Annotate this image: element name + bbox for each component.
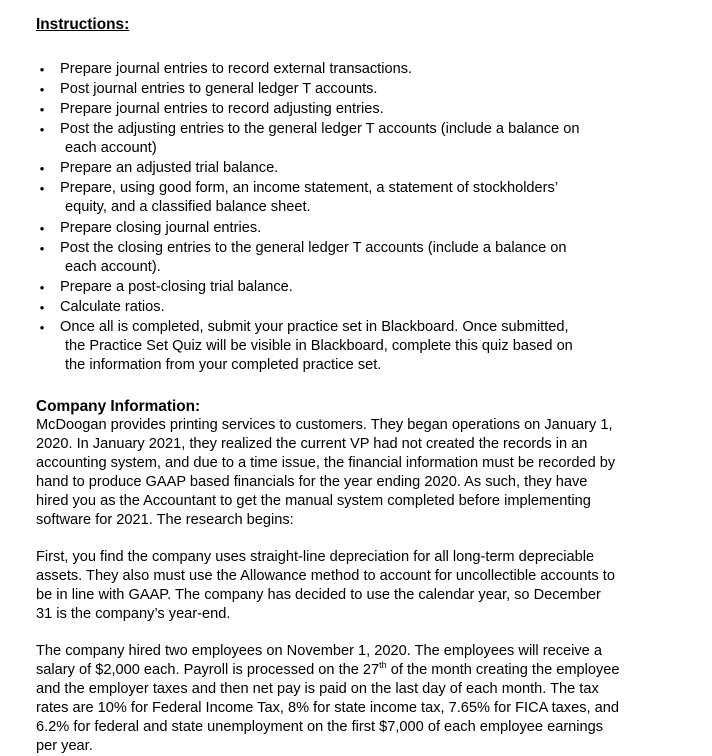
bullet-dot-icon: • bbox=[39, 220, 45, 236]
list-item-text-continued: the information from your completed practice set. bbox=[65, 356, 382, 373]
bullet-dot-icon: • bbox=[39, 299, 45, 315]
list-item-text-continued: each account). bbox=[65, 258, 161, 275]
bullet-dot-icon: • bbox=[39, 82, 45, 98]
list-item-text-continued: the Practice Set Quiz will be visible in Blackboard, complete this quiz based on bbox=[65, 337, 573, 354]
paragraph-spacer bbox=[36, 624, 636, 642]
list-item bbox=[36, 318, 636, 375]
list-item-text: Prepare closing journal entries. bbox=[60, 219, 262, 236]
bullet-dot-icon: • bbox=[39, 161, 45, 177]
list-item-text: Prepare journal entries to record adjusting entries. bbox=[60, 101, 384, 118]
paragraph-spacer bbox=[36, 530, 636, 548]
list-item-text: Post the adjusting entries to the general ledger T accounts (include a balance on bbox=[60, 121, 580, 138]
bullet-dot-icon: • bbox=[39, 319, 45, 335]
list-item bbox=[36, 179, 636, 217]
list-item-text: Prepare a post-closing trial balance. bbox=[60, 278, 293, 295]
document-page bbox=[36, 14, 636, 756]
company-information-heading: Company Information: bbox=[36, 397, 201, 415]
list-item-text: Prepare, using good form, an income statement, a statement of stockholders’ bbox=[60, 180, 559, 197]
bullet-dot-icon: • bbox=[39, 279, 45, 295]
list-item bbox=[36, 239, 636, 277]
list-item bbox=[36, 298, 636, 317]
list-item bbox=[36, 100, 636, 119]
list-item-text: Calculate ratios. bbox=[60, 298, 165, 315]
payroll-text-part1: The company hired two employees on November 1, 2020. The employees will receive a salary of $2,000 each. Payroll is processed on the 27 bbox=[36, 642, 602, 678]
list-item bbox=[36, 80, 636, 99]
list-item-text: Prepare an adjusted trial balance. bbox=[60, 160, 279, 177]
ordinal-superscript: th bbox=[379, 659, 387, 670]
bullet-dot-icon: • bbox=[39, 181, 45, 197]
company-paragraph-payroll bbox=[36, 642, 621, 756]
list-item-text: Post journal entries to general ledger T accounts. bbox=[60, 81, 378, 98]
list-item-text: Once all is completed, submit your practice set in Blackboard. Once submitted, bbox=[60, 318, 569, 335]
list-item-text-continued: each account) bbox=[65, 140, 157, 157]
list-item-text: Post the closing entries to the general ledger T accounts (include a balance on bbox=[60, 239, 567, 256]
company-paragraph-policies: First, you find the company uses straight-line depreciation for all long-term depreciable assets. They also must use the Allowance method to account for uncollectible accounts to be in line with GAAP. The company has decided to use the calendar year, so December 31 is the company’s year-end. bbox=[36, 548, 615, 622]
instructions-heading: Instructions: bbox=[36, 16, 130, 33]
list-item-text: Prepare journal entries to record external transactions. bbox=[60, 61, 413, 77]
list-item bbox=[36, 278, 636, 297]
payroll-text-part2: of the month creating the employee and the employer taxes and then net pay is paid on the last day of each month. The tax rates are 10% for Federal Income Tax, 8% for state income tax, 7.65% for FICA taxes, and 6.2% for federal and state unemployment on the first $7,000 of each employee earnings per year. bbox=[36, 661, 620, 754]
instructions-list bbox=[36, 60, 636, 375]
list-item bbox=[36, 120, 636, 158]
list-item bbox=[36, 60, 636, 79]
company-paragraph-intro: McDoogan provides printing services to customers. They began operations on January 1, 2020. In January 2021, they realized the current VP had not created the records in an accounting system, and due to a time issue, the financial information must be recorded by hand to produce GAAP based financials for the year ending 2020. As such, they have hired you as the Accountant to get the manual system completed before implementing software for 2021. The research begins: bbox=[36, 416, 616, 528]
list-item bbox=[36, 159, 636, 178]
bullet-dot-icon: • bbox=[39, 122, 45, 138]
bullet-dot-icon: • bbox=[39, 240, 45, 256]
bullet-dot-icon: • bbox=[39, 62, 45, 77]
bullet-dot-icon: • bbox=[39, 102, 45, 118]
list-item-text-continued: equity, and a classified balance sheet. bbox=[65, 199, 311, 216]
list-item bbox=[36, 219, 636, 238]
